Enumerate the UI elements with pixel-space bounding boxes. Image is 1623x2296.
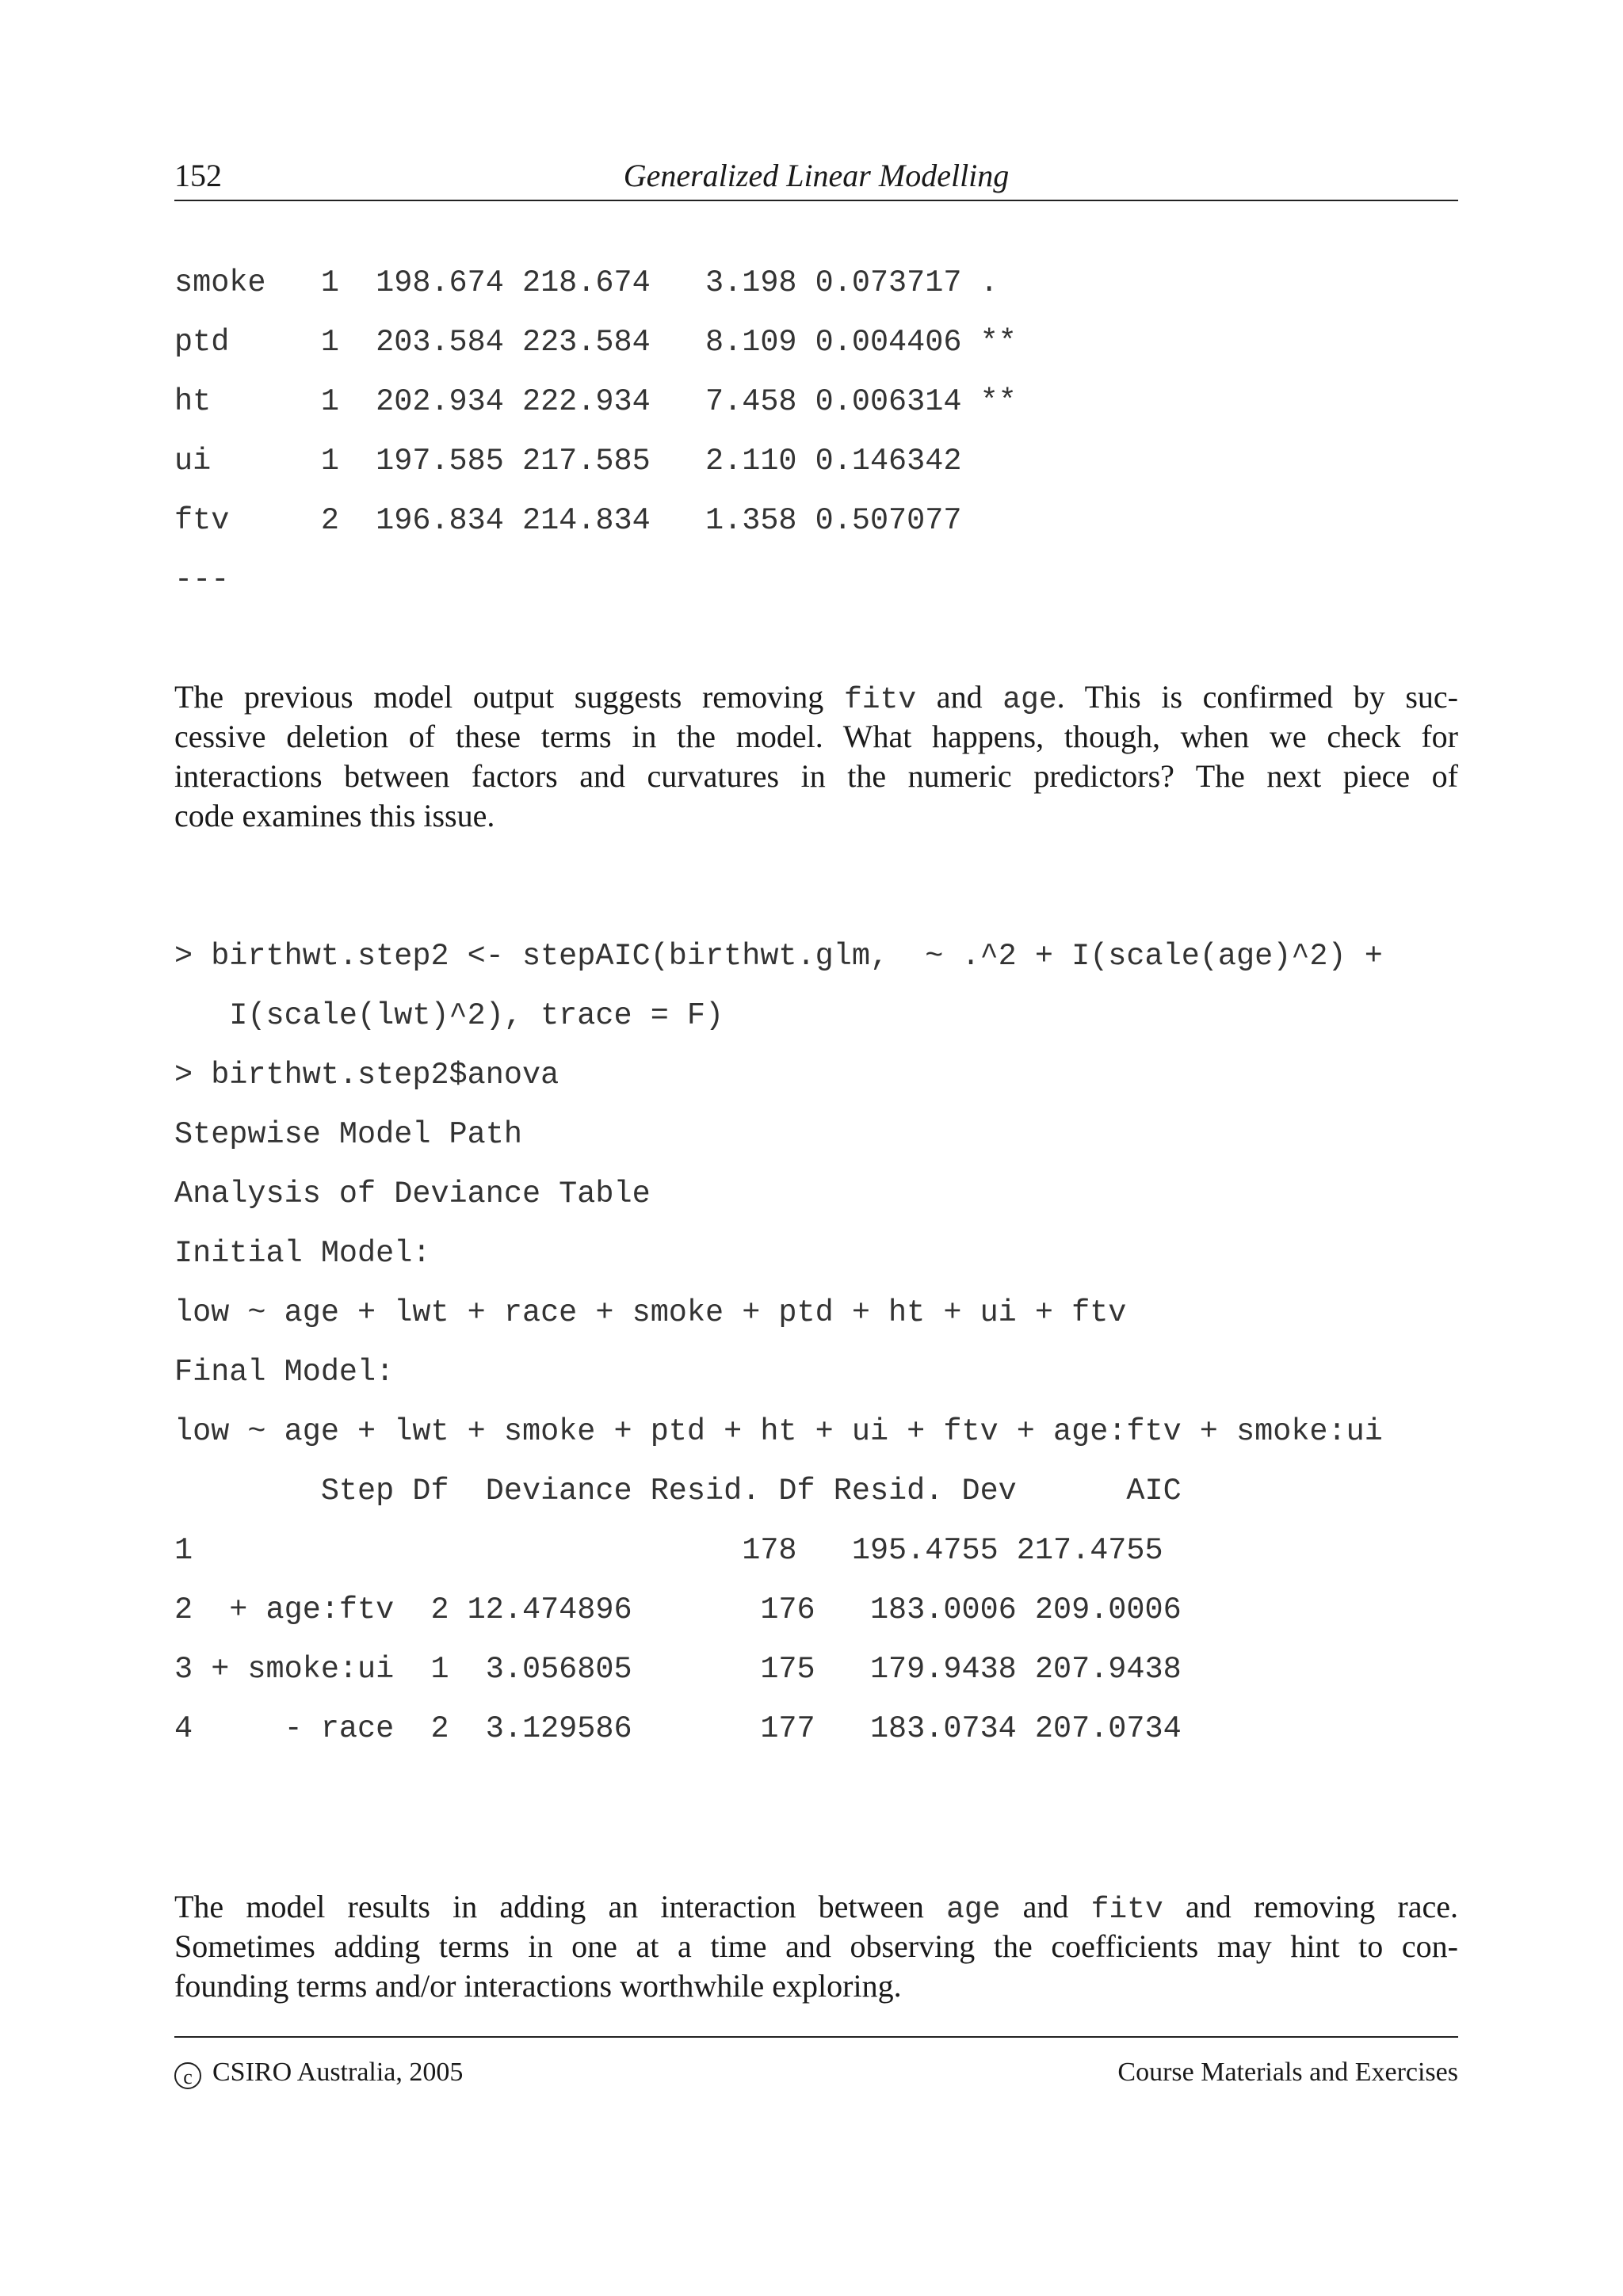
code-line: ptd 1 203.584 223.584 8.109 0.004406 **: [174, 325, 1017, 360]
page-number: 152: [174, 158, 222, 193]
code-line: low ~ age + lwt + race + smoke + ptd + ht + ui + ftv: [174, 1295, 1127, 1330]
inline-code: fitv: [843, 683, 917, 717]
anova-table-row: 2 + age:ftv 2 12.474896 176 183.0006 209.0006: [174, 1592, 1182, 1627]
paragraph-line: Sometimes adding terms in one at a time and observing the coefficients may hint to con-: [174, 1928, 1458, 1964]
running-title: Generalized Linear Modelling: [623, 158, 1010, 193]
footer-right-text: Course Materials and Exercises: [1117, 2058, 1458, 2087]
code-line: Final Model:: [174, 1355, 395, 1390]
page-footer: [174, 2036, 1458, 2088]
text: The previous model output suggests removing: [174, 679, 844, 715]
code-line: ftv 2 196.834 214.834 1.358 0.507077: [174, 503, 962, 538]
code-line: > birthwt.step2 <- stepAIC(birthwt.glm, ~ .^2 + I(scale(age)^2) +: [174, 939, 1383, 974]
footer-copyright: [174, 2055, 463, 2090]
paragraph-line: interactions between factors and curvatures in the numeric predictors? The next piece of: [174, 758, 1458, 794]
inline-code: age: [1002, 683, 1057, 717]
code-line: I(scale(lwt)^2), trace = F): [174, 998, 724, 1033]
text: and removing race.: [1163, 1889, 1458, 1924]
inline-code: fitv: [1090, 1893, 1163, 1927]
code-line: Analysis of Deviance Table: [174, 1177, 651, 1211]
footer-left-text: CSIRO Australia, 2005: [212, 2058, 464, 2087]
anova-table-header: Step Df Deviance Resid. Df Resid. Dev AIC: [174, 1474, 1182, 1508]
page-header: [174, 155, 1458, 201]
paragraph-line: [174, 677, 1458, 717]
code-line: Initial Model:: [174, 1236, 431, 1271]
paragraph-line: code examines this issue.: [174, 798, 495, 833]
anova-table-row: 1 178 195.4755 217.4755: [174, 1533, 1163, 1568]
anova-table-row: 4 - race 2 3.129586 177 183.0734 207.0734: [174, 1711, 1182, 1746]
paragraph-line: founding terms and/or interactions worthwhile exploring.: [174, 1968, 902, 2004]
code-line: > birthwt.step2$anova: [174, 1058, 559, 1093]
code-line: low ~ age + lwt + smoke + ptd + ht + ui + ftv + age:ftv + smoke:ui: [174, 1414, 1383, 1449]
text: and: [1000, 1889, 1091, 1924]
code-line: ---: [174, 563, 230, 597]
code-line: ht 1 202.934 222.934 7.458 0.006314 **: [174, 384, 1017, 419]
inline-code: age: [946, 1893, 1001, 1927]
text: and: [916, 679, 1003, 715]
paragraph-2: [174, 1887, 1458, 2006]
code-line: Stepwise Model Path: [174, 1117, 522, 1152]
text: The model results in adding an interaction between: [174, 1889, 947, 1924]
paragraph-line: cessive deletion of these terms in the model. What happens, though, when we check for: [174, 719, 1458, 754]
paragraph-1: [174, 677, 1458, 836]
anova-table-row: 3 + smoke:ui 1 3.056805 175 179.9438 207.9438: [174, 1652, 1182, 1687]
copyright-icon: c: [174, 2062, 201, 2089]
code-line: smoke 1 198.674 218.674 3.198 0.073717 .: [174, 265, 999, 300]
paragraph-line: [174, 1887, 1458, 1927]
code-line: ui 1 197.585 217.585 2.110 0.146342: [174, 444, 962, 479]
code-output-top: [174, 254, 1474, 610]
code-output-bottom: [174, 927, 1474, 1759]
text: . This is confirmed by suc-: [1056, 679, 1458, 715]
